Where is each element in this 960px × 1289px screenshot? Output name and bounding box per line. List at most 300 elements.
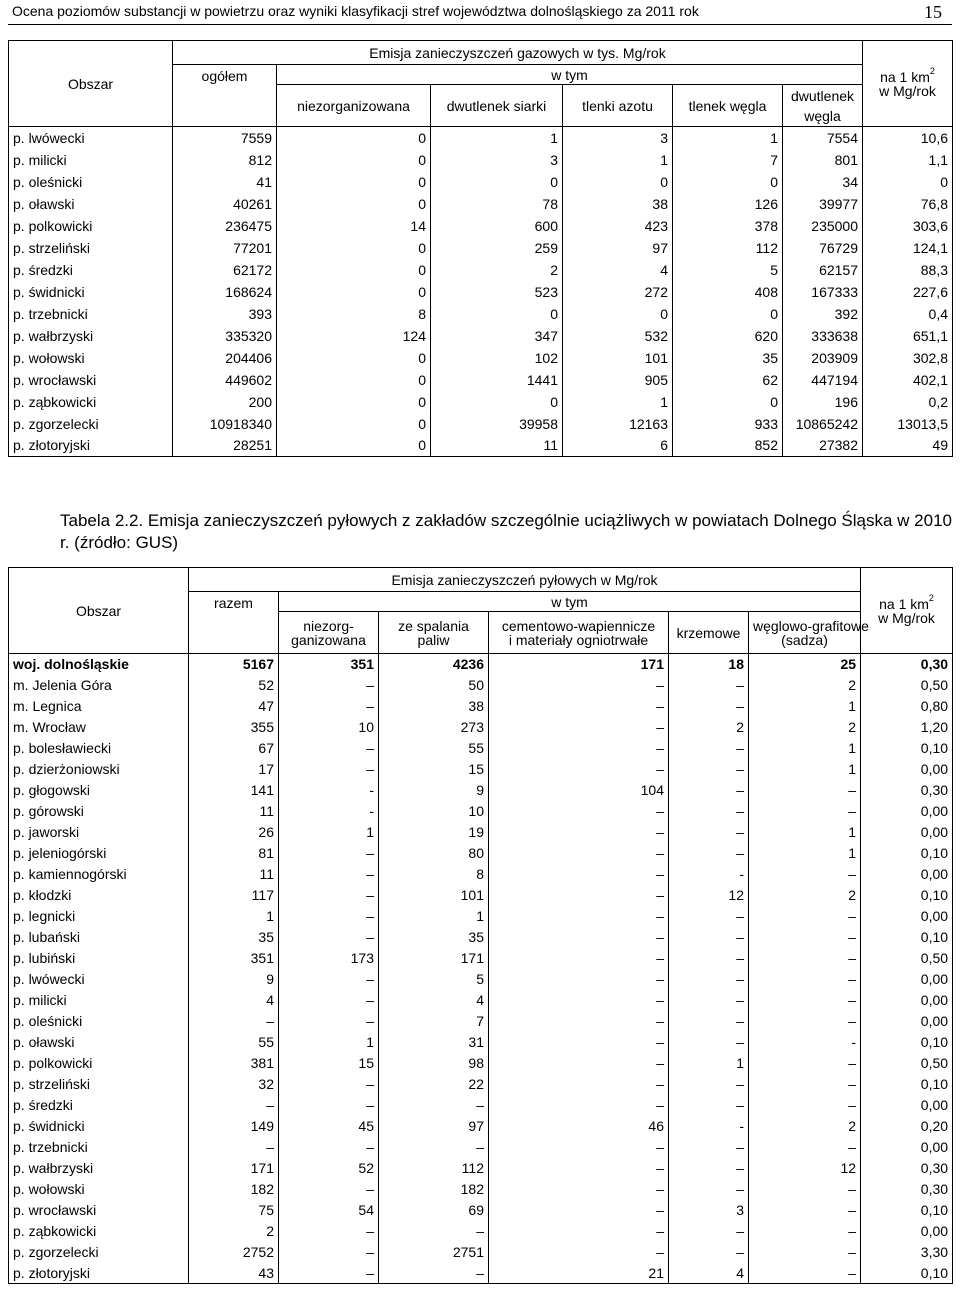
value-cell: 7 xyxy=(379,1011,489,1032)
row-label-cell: p. oleśnicki xyxy=(9,1011,189,1032)
value-cell: 0,10 xyxy=(861,1200,953,1221)
col-header-per-km xyxy=(861,568,953,654)
value-cell: 196 xyxy=(783,391,863,413)
value-cell: 347 xyxy=(431,325,563,347)
value-cell: 9 xyxy=(379,780,489,801)
value-cell: 0,10 xyxy=(861,927,953,948)
value-cell: 1 xyxy=(431,127,563,149)
row-label-cell: p. ząbkowicki xyxy=(9,391,173,413)
table-row xyxy=(9,696,953,717)
value-cell: 0,50 xyxy=(861,948,953,969)
value-cell: – xyxy=(489,885,669,906)
value-cell: 15 xyxy=(379,759,489,780)
table-row xyxy=(9,759,953,780)
value-cell: – xyxy=(669,1137,749,1158)
value-cell: 2 xyxy=(749,885,861,906)
value-cell: – xyxy=(489,843,669,864)
value-cell: – xyxy=(379,1137,489,1158)
value-cell: – xyxy=(669,801,749,822)
value-cell: 0,00 xyxy=(861,822,953,843)
value-cell: - xyxy=(669,864,749,885)
value-cell: 8 xyxy=(379,864,489,885)
value-cell: 1,20 xyxy=(861,717,953,738)
value-cell: – xyxy=(669,738,749,759)
value-cell: 2 xyxy=(749,1116,861,1137)
grafit-line1: węglowo-grafitowe xyxy=(753,617,869,634)
value-cell: – xyxy=(379,1263,489,1284)
niezorg-line1: niezorg- xyxy=(303,617,354,634)
row-label-cell: p. strzeliński xyxy=(9,1074,189,1095)
value-cell: 1 xyxy=(749,822,861,843)
value-cell: 62 xyxy=(673,369,783,391)
value-cell: 1 xyxy=(379,906,489,927)
value-cell: – xyxy=(489,738,669,759)
table-row xyxy=(9,1200,953,1221)
value-cell: - xyxy=(279,780,379,801)
value-cell: 34 xyxy=(783,171,863,193)
value-cell: 0 xyxy=(277,281,431,303)
row-label-cell: p. świdnicki xyxy=(9,1116,189,1137)
value-cell: – xyxy=(489,759,669,780)
table-row xyxy=(9,1074,953,1095)
value-cell: 381 xyxy=(189,1053,279,1074)
value-cell: – xyxy=(489,927,669,948)
value-cell: 3,30 xyxy=(861,1242,953,1263)
value-cell: 0,00 xyxy=(861,906,953,927)
value-cell: 173 xyxy=(279,948,379,969)
value-cell: – xyxy=(669,1074,749,1095)
value-cell: – xyxy=(669,1179,749,1200)
value-cell: 26 xyxy=(189,822,279,843)
value-cell: 1 xyxy=(749,843,861,864)
row-label-cell: p. milicki xyxy=(9,990,189,1011)
col-header-obszar: Obszar xyxy=(9,568,189,654)
value-cell: – xyxy=(749,1095,861,1116)
table-row xyxy=(9,885,953,906)
value-cell: 303,6 xyxy=(863,215,953,237)
value-cell: 41 xyxy=(173,171,277,193)
table-row xyxy=(9,435,953,457)
value-cell: 112 xyxy=(379,1158,489,1179)
value-cell: 1,1 xyxy=(863,149,953,171)
running-title: Ocena poziomów substancji w powietrzu oraz wyniki klasyfikacji stref województwa dolnośląskiego za 2011 rok xyxy=(12,3,699,19)
value-cell: – xyxy=(379,1221,489,1242)
value-cell: 227,6 xyxy=(863,281,953,303)
value-cell: 50 xyxy=(379,675,489,696)
row-label-cell: p. oławski xyxy=(9,193,173,215)
value-cell: – xyxy=(279,885,379,906)
value-cell: 97 xyxy=(379,1116,489,1137)
value-cell: 35 xyxy=(673,347,783,369)
value-cell: 9 xyxy=(189,969,279,990)
value-cell: 31 xyxy=(379,1032,489,1053)
col-header-so2: dwutlenek siarki xyxy=(431,85,563,127)
value-cell: 126 xyxy=(673,193,783,215)
page-number: 15 xyxy=(924,2,942,22)
value-cell: 1 xyxy=(563,149,673,171)
value-cell: 38 xyxy=(563,193,673,215)
value-cell: – xyxy=(669,1095,749,1116)
value-cell: 67 xyxy=(189,738,279,759)
value-cell: 351 xyxy=(279,654,379,675)
value-cell: 25 xyxy=(749,654,861,675)
table-caption: Tabela 2.2. Emisja zanieczyszczeń pyłowych z zakładów szczególnie uciążliwych w powiatach Dolnego Śląska w 2010 r. (źródło: GUS) xyxy=(60,511,952,552)
value-cell: 28251 xyxy=(173,435,277,457)
row-label-cell: p. legnicki xyxy=(9,906,189,927)
table-row xyxy=(9,801,953,822)
row-label-cell: p. wołowski xyxy=(9,1179,189,1200)
table-row xyxy=(9,822,953,843)
row-label-cell: p. polkowicki xyxy=(9,215,173,237)
value-cell: – xyxy=(749,927,861,948)
value-cell: 852 xyxy=(673,435,783,457)
row-label-cell: m. Jelenia Góra xyxy=(9,675,189,696)
value-cell: – xyxy=(669,969,749,990)
value-cell: – xyxy=(489,1137,669,1158)
value-cell: 532 xyxy=(563,325,673,347)
value-cell: 2 xyxy=(669,717,749,738)
value-cell: 3 xyxy=(669,1200,749,1221)
row-label-cell: p. górowski xyxy=(9,801,189,822)
value-cell: 2751 xyxy=(379,1242,489,1263)
value-cell: 0 xyxy=(277,413,431,435)
value-cell: - xyxy=(749,1032,861,1053)
value-cell: 0,10 xyxy=(861,1032,953,1053)
value-cell: – xyxy=(749,780,861,801)
table-row xyxy=(9,127,953,149)
value-cell: 0,2 xyxy=(863,391,953,413)
table-row xyxy=(9,259,953,281)
value-cell: 80 xyxy=(379,843,489,864)
value-cell: 3 xyxy=(563,127,673,149)
value-cell: 0 xyxy=(277,171,431,193)
value-cell: 378 xyxy=(673,215,783,237)
value-cell: 168624 xyxy=(173,281,277,303)
table-row xyxy=(9,193,953,215)
value-cell: – xyxy=(749,1200,861,1221)
value-cell: – xyxy=(489,822,669,843)
value-cell: 18 xyxy=(669,654,749,675)
value-cell: – xyxy=(749,906,861,927)
value-cell: 171 xyxy=(379,948,489,969)
col-header-co: tlenek węgla xyxy=(673,85,783,127)
value-cell: 1 xyxy=(749,696,861,717)
row-label-cell: p. jeleniogórski xyxy=(9,843,189,864)
row-label-cell: m. Legnica xyxy=(9,696,189,717)
table-row xyxy=(9,948,953,969)
spalania-line1: ze spalania xyxy=(398,617,469,634)
value-cell: 3 xyxy=(431,149,563,171)
value-cell: 0 xyxy=(673,303,783,325)
row-label-cell: p. strzeliński xyxy=(9,237,173,259)
col-header-spalania xyxy=(379,612,489,654)
table-row xyxy=(9,413,953,435)
value-cell: – xyxy=(489,717,669,738)
value-cell: – xyxy=(489,1179,669,1200)
value-cell: 0,10 xyxy=(861,1074,953,1095)
col-header-niezorg: niezorganizowana xyxy=(277,85,431,127)
row-label-cell: p. milicki xyxy=(9,149,173,171)
value-cell: 2 xyxy=(749,717,861,738)
value-cell: 0 xyxy=(563,171,673,193)
value-cell: – xyxy=(489,969,669,990)
value-cell: – xyxy=(189,1011,279,1032)
value-cell: – xyxy=(489,801,669,822)
row-label-cell: p. kłodzki xyxy=(9,885,189,906)
table-row xyxy=(9,171,953,193)
value-cell: 171 xyxy=(189,1158,279,1179)
value-cell: 8 xyxy=(277,303,431,325)
value-cell: – xyxy=(489,696,669,717)
table-row xyxy=(9,215,953,237)
row-label-cell: woj. dolnośląskie xyxy=(9,654,189,675)
row-label-cell: p. wałbrzyski xyxy=(9,325,173,347)
value-cell: – xyxy=(749,1053,861,1074)
value-cell: 933 xyxy=(673,413,783,435)
value-cell: 0 xyxy=(277,391,431,413)
value-cell: 124,1 xyxy=(863,237,953,259)
value-cell: 273 xyxy=(379,717,489,738)
value-cell: – xyxy=(669,1221,749,1242)
col-header-wtym: w tym xyxy=(277,65,863,85)
value-cell: – xyxy=(489,906,669,927)
value-cell: 27382 xyxy=(783,435,863,457)
value-cell: – xyxy=(489,1053,669,1074)
value-cell: 0,10 xyxy=(861,885,953,906)
per-km-line1: na 1 km xyxy=(880,68,930,85)
value-cell: 0,00 xyxy=(861,1095,953,1116)
per-km-sup: 2 xyxy=(929,65,935,76)
value-cell: – xyxy=(279,1179,379,1200)
table-row xyxy=(9,1221,953,1242)
value-cell: 408 xyxy=(673,281,783,303)
value-cell: 182 xyxy=(379,1179,489,1200)
value-cell: 11 xyxy=(189,801,279,822)
value-cell: 0,00 xyxy=(861,1221,953,1242)
table-row xyxy=(9,281,953,303)
value-cell: 333638 xyxy=(783,325,863,347)
value-cell: 182 xyxy=(189,1179,279,1200)
value-cell: 39958 xyxy=(431,413,563,435)
row-label-cell: p. lubiński xyxy=(9,948,189,969)
col-header-obszar: Obszar xyxy=(9,41,173,127)
row-label-cell: p. wołowski xyxy=(9,347,173,369)
value-cell: - xyxy=(669,1116,749,1137)
value-cell: 14 xyxy=(277,215,431,237)
value-cell: 112 xyxy=(673,237,783,259)
value-cell: 620 xyxy=(673,325,783,347)
value-cell: 0 xyxy=(431,303,563,325)
value-cell: – xyxy=(279,969,379,990)
value-cell: 76729 xyxy=(783,237,863,259)
value-cell: 12 xyxy=(749,1158,861,1179)
value-cell: 402,1 xyxy=(863,369,953,391)
per-km-line2: w Mg/rok xyxy=(879,82,936,99)
row-label-cell: p. głogowski xyxy=(9,780,189,801)
table-row xyxy=(9,1263,953,1284)
value-cell: – xyxy=(279,1011,379,1032)
value-cell: 7554 xyxy=(783,127,863,149)
value-cell: 1 xyxy=(279,822,379,843)
value-cell: 141 xyxy=(189,780,279,801)
value-cell: – xyxy=(669,906,749,927)
value-cell: – xyxy=(749,1074,861,1095)
value-cell: 77201 xyxy=(173,237,277,259)
value-cell: - xyxy=(279,801,379,822)
value-cell: – xyxy=(749,801,861,822)
value-cell: 0,00 xyxy=(861,864,953,885)
value-cell: 0,30 xyxy=(861,1158,953,1179)
value-cell: 523 xyxy=(431,281,563,303)
value-cell: 1 xyxy=(669,1053,749,1074)
value-cell: 52 xyxy=(189,675,279,696)
value-cell: 235000 xyxy=(783,215,863,237)
value-cell: – xyxy=(279,675,379,696)
col-header-ogolem: ogółem xyxy=(173,65,277,127)
value-cell: – xyxy=(749,1011,861,1032)
value-cell: 0 xyxy=(277,127,431,149)
table-row xyxy=(9,717,953,738)
value-cell: 0,10 xyxy=(861,738,953,759)
dust-emissions-table xyxy=(8,567,953,1284)
value-cell: 2 xyxy=(189,1221,279,1242)
value-cell: 0 xyxy=(673,171,783,193)
value-cell: 5167 xyxy=(189,654,279,675)
per-km-sup: 2 xyxy=(928,592,934,603)
col-header-group: Emisja zanieczyszczeń pyłowych w Mg/rok xyxy=(189,568,861,592)
value-cell: – xyxy=(669,1158,749,1179)
row-label-cell: p. kamiennogórski xyxy=(9,864,189,885)
col-header-grafit xyxy=(749,612,869,654)
value-cell: 0,00 xyxy=(861,801,953,822)
value-cell: 0 xyxy=(431,171,563,193)
value-cell: 149 xyxy=(189,1116,279,1137)
value-cell: 0 xyxy=(673,391,783,413)
value-cell: 5 xyxy=(379,969,489,990)
table-row xyxy=(9,1053,953,1074)
row-label-cell: p. średzki xyxy=(9,259,173,281)
value-cell: 76,8 xyxy=(863,193,953,215)
value-cell: 10,6 xyxy=(863,127,953,149)
per-km-line1: na 1 km xyxy=(879,595,929,612)
row-label-cell: p. bolesławiecki xyxy=(9,738,189,759)
value-cell: 0 xyxy=(277,149,431,171)
value-cell: 0 xyxy=(863,171,953,193)
value-cell: – xyxy=(749,1179,861,1200)
value-cell: 5 xyxy=(673,259,783,281)
value-cell: 0,80 xyxy=(861,696,953,717)
value-cell: 4 xyxy=(669,1263,749,1284)
value-cell: – xyxy=(279,1095,379,1116)
value-cell: – xyxy=(749,1242,861,1263)
value-cell: – xyxy=(669,780,749,801)
value-cell: 54 xyxy=(279,1200,379,1221)
value-cell: 0,20 xyxy=(861,1116,953,1137)
col-header-wtym: w tym xyxy=(279,592,861,612)
value-cell: 98 xyxy=(379,1053,489,1074)
grafit-line2: (sadza) xyxy=(781,631,828,648)
table-row xyxy=(9,738,953,759)
value-cell: – xyxy=(489,1242,669,1263)
value-cell: 69 xyxy=(379,1200,489,1221)
value-cell: – xyxy=(489,948,669,969)
value-cell: 88,3 xyxy=(863,259,953,281)
table-row xyxy=(9,1242,953,1263)
value-cell: 0 xyxy=(277,435,431,457)
value-cell: 449602 xyxy=(173,369,277,391)
value-cell: 15 xyxy=(279,1053,379,1074)
value-cell: 651,1 xyxy=(863,325,953,347)
value-cell: 167333 xyxy=(783,281,863,303)
value-cell: 35 xyxy=(379,927,489,948)
table-row xyxy=(9,969,953,990)
value-cell: 0 xyxy=(277,369,431,391)
value-cell: 4 xyxy=(379,990,489,1011)
value-cell: 259 xyxy=(431,237,563,259)
value-cell: – xyxy=(669,843,749,864)
row-label-cell: p. polkowicki xyxy=(9,1053,189,1074)
value-cell: – xyxy=(279,1074,379,1095)
col-header-niezorg xyxy=(279,612,379,654)
table-row xyxy=(9,369,953,391)
row-label-cell: p. wrocławski xyxy=(9,369,173,391)
value-cell: – xyxy=(489,1011,669,1032)
value-cell: 1441 xyxy=(431,369,563,391)
value-cell: 10 xyxy=(379,801,489,822)
table-row xyxy=(9,654,953,675)
value-cell: 204406 xyxy=(173,347,277,369)
spalania-line2: paliw xyxy=(417,631,450,648)
value-cell: 0,30 xyxy=(861,1179,953,1200)
value-cell: 17 xyxy=(189,759,279,780)
value-cell: 0,00 xyxy=(861,969,953,990)
value-cell: 35 xyxy=(189,927,279,948)
row-label-cell: p. dzierżoniowski xyxy=(9,759,189,780)
value-cell: 11 xyxy=(189,864,279,885)
value-cell: 78 xyxy=(431,193,563,215)
value-cell: 4 xyxy=(563,259,673,281)
value-cell: 104 xyxy=(489,780,669,801)
value-cell: – xyxy=(279,1242,379,1263)
value-cell: 102 xyxy=(431,347,563,369)
table-row xyxy=(9,1032,953,1053)
value-cell: – xyxy=(489,990,669,1011)
table-row xyxy=(9,843,953,864)
niezorg-line2: ganizowana xyxy=(291,631,366,648)
col-header-nox: tlenki azotu xyxy=(563,85,673,127)
value-cell: 812 xyxy=(173,149,277,171)
table-row xyxy=(9,325,953,347)
value-cell: 38 xyxy=(379,696,489,717)
row-label-cell: p. jaworski xyxy=(9,822,189,843)
table-row xyxy=(9,864,953,885)
table-row xyxy=(9,1158,953,1179)
value-cell: 124 xyxy=(277,325,431,347)
value-cell: – xyxy=(669,822,749,843)
per-km-line2: w Mg/rok xyxy=(878,609,935,626)
value-cell: 0 xyxy=(431,391,563,413)
value-cell: 0 xyxy=(563,303,673,325)
cement-line2: i materiały ogniotrwałe xyxy=(508,631,649,648)
value-cell: – xyxy=(669,759,749,780)
value-cell: 52 xyxy=(279,1158,379,1179)
value-cell: 171 xyxy=(489,654,669,675)
value-cell: 2752 xyxy=(189,1242,279,1263)
value-cell: 203909 xyxy=(783,347,863,369)
value-cell: 905 xyxy=(563,369,673,391)
value-cell: 600 xyxy=(431,215,563,237)
value-cell: 40261 xyxy=(173,193,277,215)
